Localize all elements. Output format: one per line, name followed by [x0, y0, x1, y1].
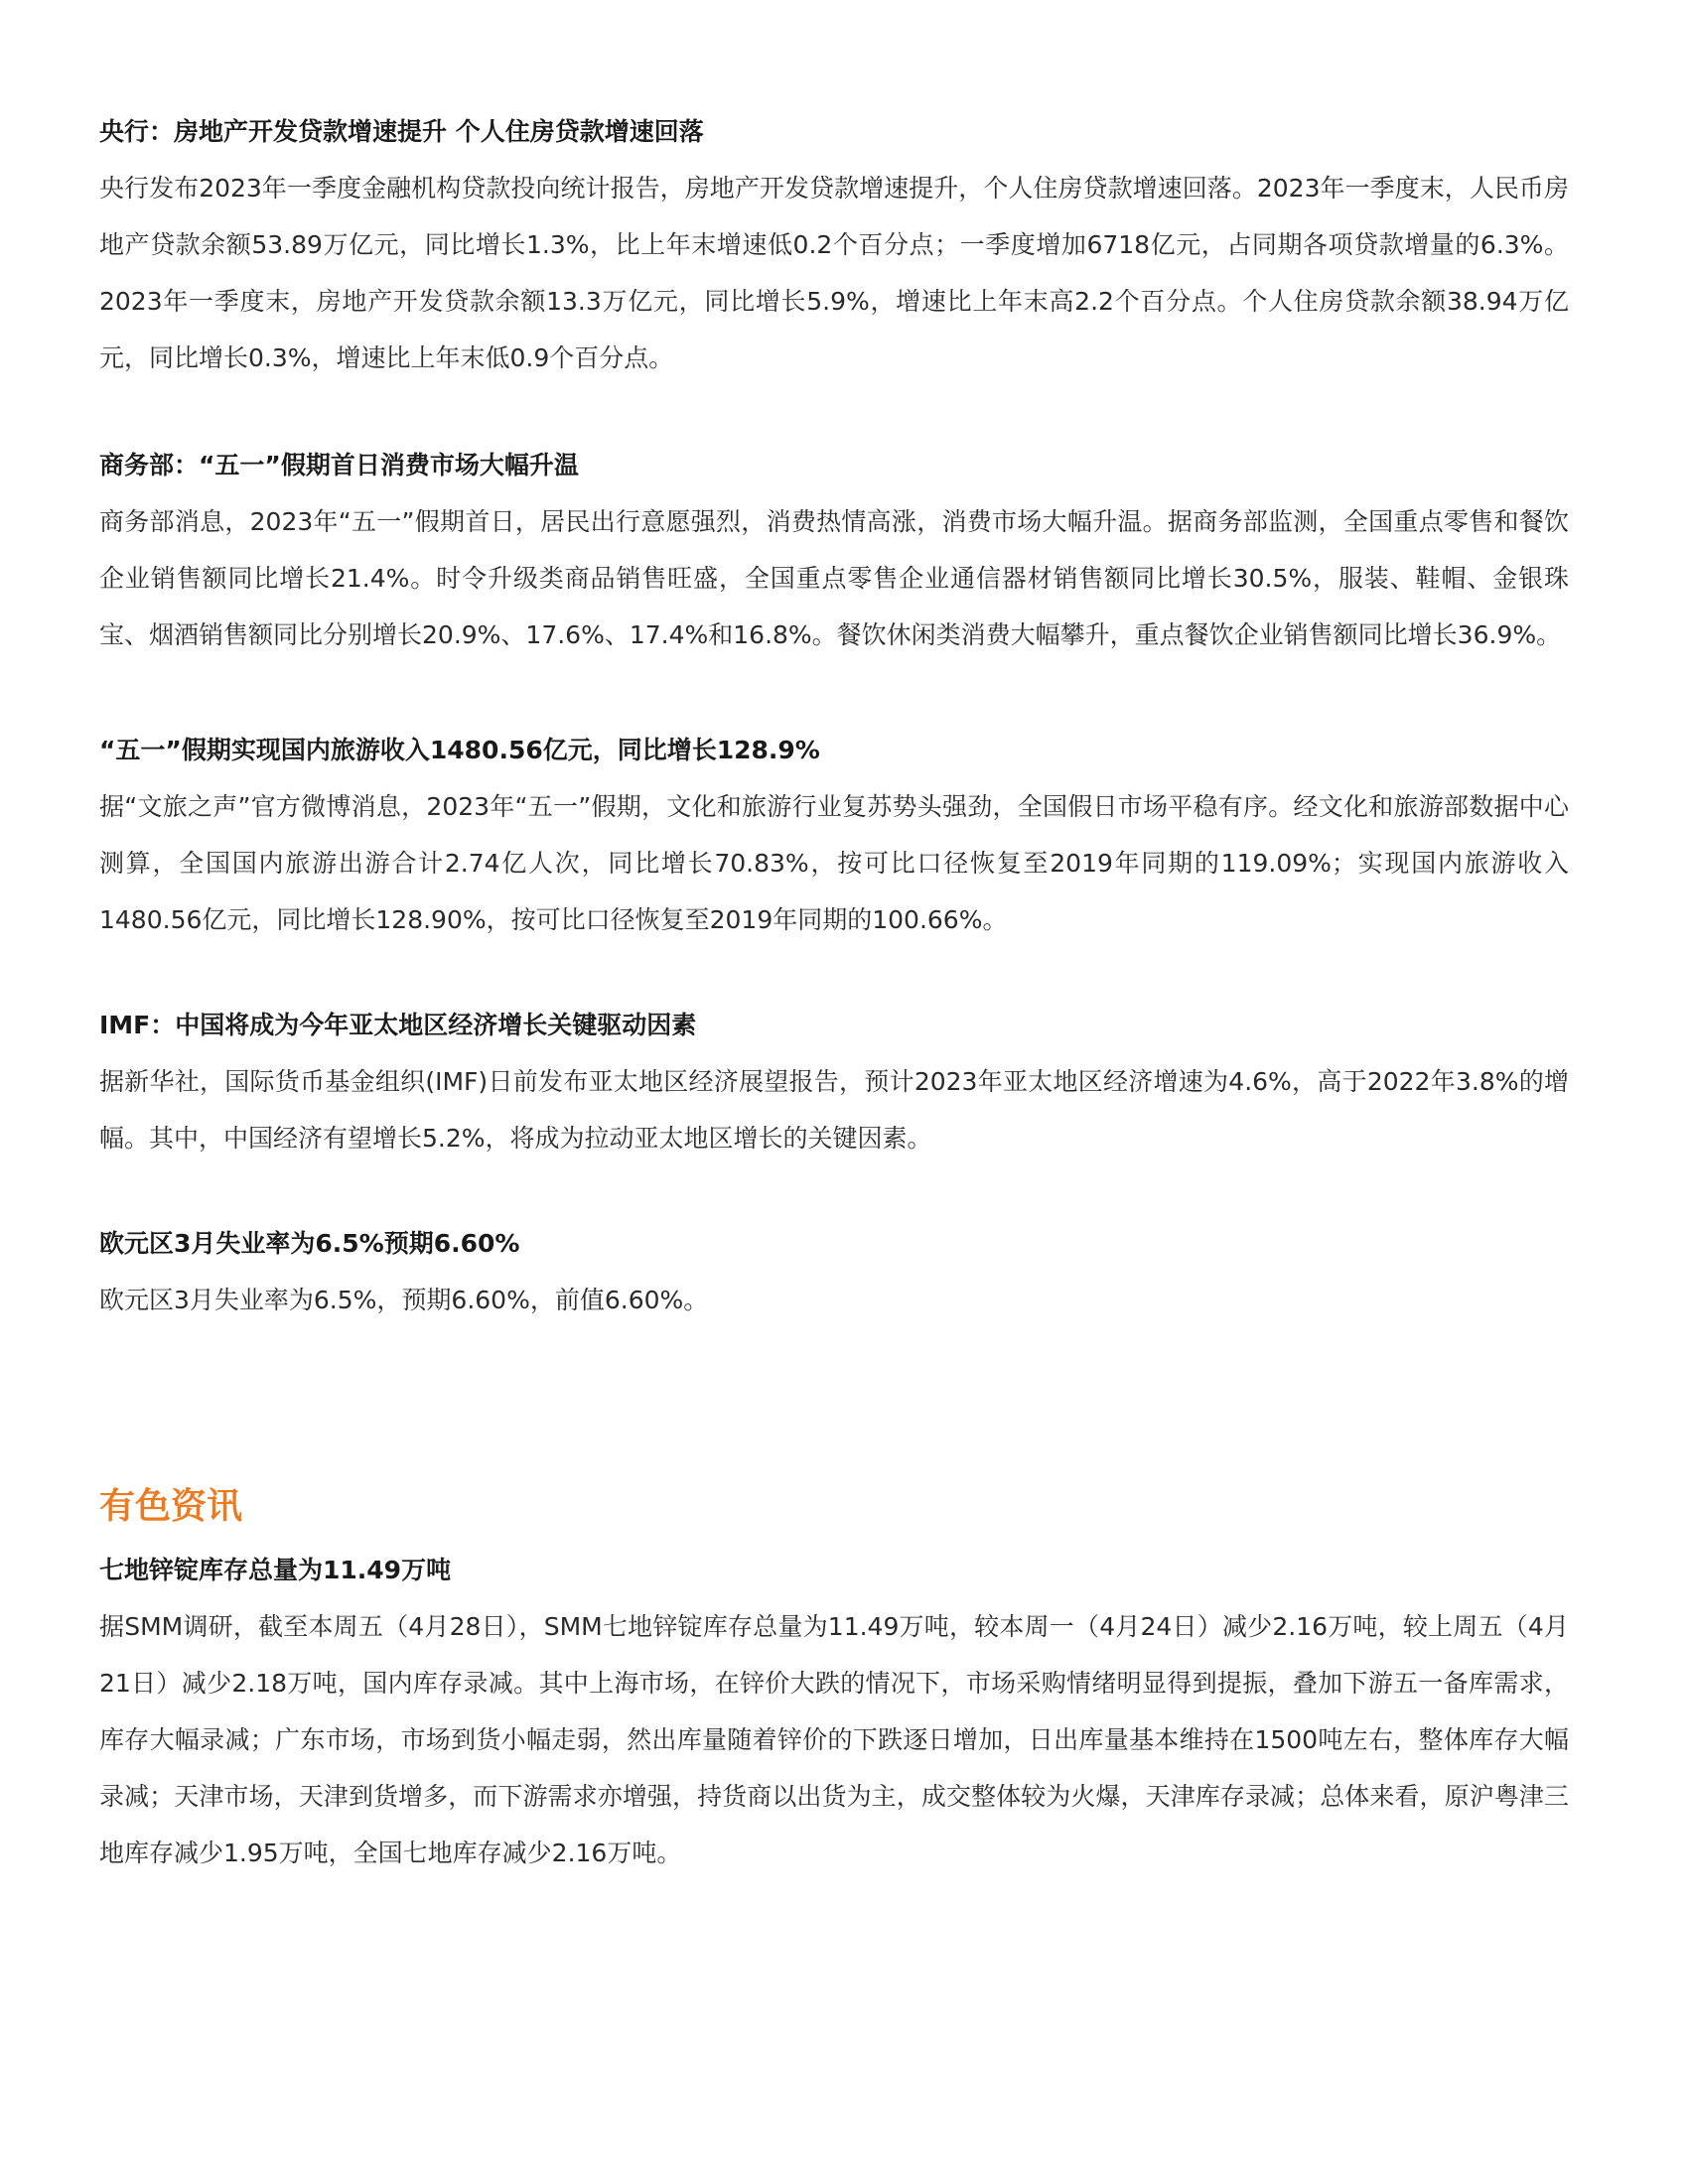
- section-title: 有色资讯: [99, 1486, 243, 1527]
- article-body: 据“文旅之声”官方微博消息，2023年“五一”假期，文化和旅游行业复苏势头强劲，全国假日市场平稳有序。经文化和旅游部数据中心测算，全国国内旅游出游合计2.74亿人次，同比增长70.83%，按可比口径恢复至2019年同期的119.09%；实现国内旅游收入1480.56亿元，同比增长128.90%，按可比口径恢复至2019年同期的100.66%。: [99, 792, 1569, 934]
- article-tourism-revenue: [99, 723, 1569, 948]
- article-zinc-inventory: [99, 1543, 1569, 1881]
- article-title: 欧元区3月失业率为6.5%预期6.60%: [99, 1229, 520, 1258]
- article-body: 据SMM调研，截至本周五（4月28日），SMM七地锌锭库存总量为11.49万吨，较本周一（4月24日）减少2.16万吨，较上周五（4月21日）减少2.18万吨，国内库存录减。其中上海市场，在锌价大跌的情况下，市场采购情绪明显得到提振，叠加下游五一备库需求，库存大幅录减；广东市场，市场到货小幅走弱，然出库量随着锌价的下跌逐日增加，日出库量基本维持在1500吨左右，整体库存大幅录减；天津市场，天津到货增多，而下游需求亦增强，持货商以出货为主，成交整体较为火爆，天津库存录减；总体来看，原沪粤津三地库存减少1.95万吨，全国七地库存减少2.16万吨。: [99, 1612, 1569, 1867]
- article-body: 央行发布2023年一季度金融机构贷款投向统计报告，房地产开发贷款增速提升，个人住房贷款增速回落。2023年一季度末，人民币房地产贷款余额53.89万亿元，同比增长1.3%，比上年末增速低0.2个百分点；一季度增加6718亿元，占同期各项贷款增量的6.3%。2023年一季度末，房地产开发贷款余额13.3万亿元，同比增长5.9%，增速比上年末高2.2个百分点。个人住房贷款余额38.94万亿元，同比增长0.3%，增速比上年末低0.9个百分点。: [99, 174, 1569, 372]
- article-imf-outlook: [99, 998, 1569, 1166]
- spacer: [99, 386, 1569, 438]
- article-body: 据新华社，国际货币基金组织(IMF)日前发布亚太地区经济展望报告，预计2023年亚太地区经济增速为4.6%，高于2022年3.8%的增幅。其中，中国经济有望增长5.2%，将成为拉动亚太地区增长的关键因素。: [99, 1067, 1569, 1153]
- spacer: [99, 948, 1569, 998]
- spacer: [99, 663, 1569, 723]
- article-mofcom-consumption: [99, 438, 1569, 663]
- article-title: 七地锌锭库存总量为11.49万吨: [99, 1556, 452, 1584]
- nonferrous-news-section: [99, 1477, 1569, 1881]
- article-pboc-loans: [99, 104, 1569, 386]
- article-body: 商务部消息，2023年“五一”假期首日，居民出行意愿强烈，消费热情高涨，消费市场大幅升温。据商务部监测，全国重点零售和餐饮企业销售额同比增长21.4%。时令升级类商品销售旺盛，全国重点零售企业通信器材销售额同比增长30.5%，服装、鞋帽、金银珠宝、烟酒销售额同比分别增长20.9%、17.6%、17.4%和16.8%。餐饮休闲类消费大幅攀升，重点餐饮企业销售额同比增长36.9%。: [99, 507, 1569, 649]
- article-title: IMF：中国将成为今年亚太地区经济增长关键驱动因素: [99, 1011, 697, 1039]
- article-eurozone-unemployment: [99, 1216, 1569, 1328]
- spacer: [99, 1328, 1569, 1477]
- document-page: [99, 104, 1569, 1881]
- article-title: “五一”假期实现国内旅游收入1480.56亿元，同比增长128.9%: [99, 736, 820, 764]
- spacer: [99, 1166, 1569, 1216]
- article-title: 央行：房地产开发贷款增速提升 个人住房贷款增速回落: [99, 117, 704, 146]
- article-title: 商务部：“五一”假期首日消费市场大幅升温: [99, 451, 579, 479]
- article-body: 欧元区3月失业率为6.5%，预期6.60%，前值6.60%。: [99, 1286, 709, 1314]
